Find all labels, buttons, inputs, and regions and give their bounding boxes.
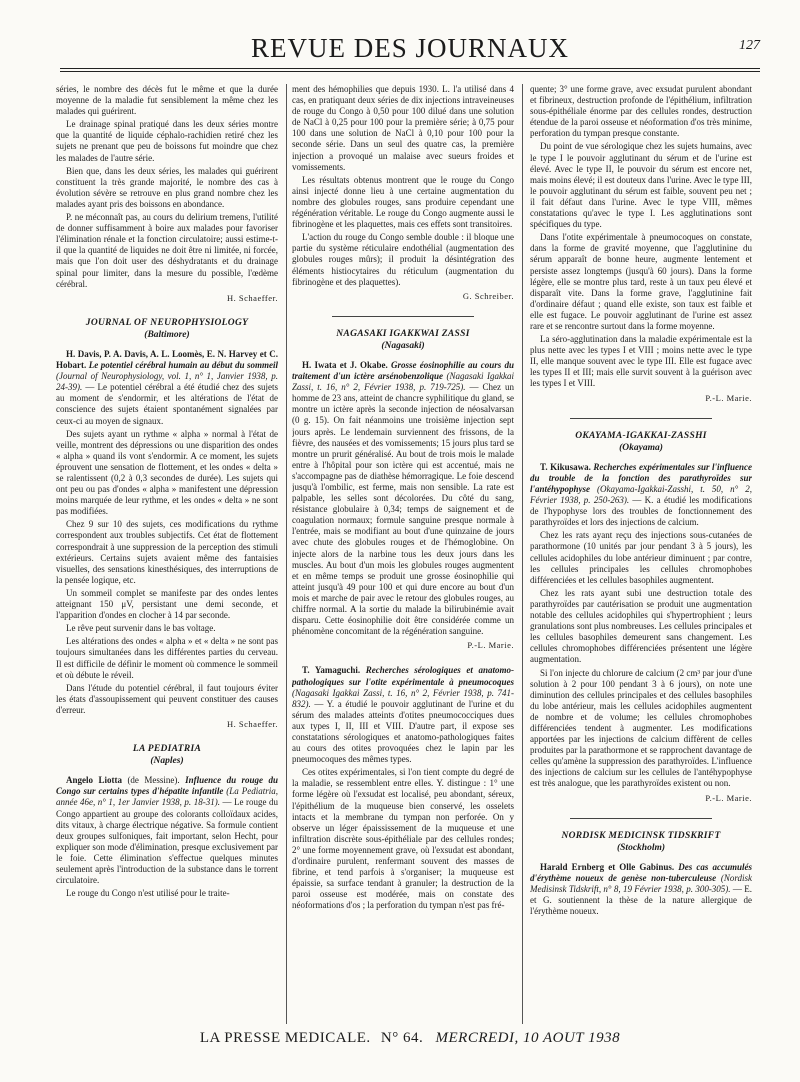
section-rule — [332, 316, 474, 317]
page-header — [60, 34, 760, 66]
column-middle — [292, 84, 514, 1024]
paragraph: Le rouge du Congo n'est utilisé pour le traite- — [66, 888, 230, 899]
journal-city: (Okayama) — [619, 442, 663, 453]
signature: P.-L. Marie. — [705, 792, 752, 803]
journal-city: (Naples) — [150, 756, 184, 767]
page-number: 127 — [739, 38, 760, 53]
article-reference: (La Pediatria, année 46e, n° 1, 1er Janvier 1938, p. 18-31). — [56, 786, 278, 808]
article-authors: Angelo Liotta — [66, 775, 122, 786]
article-entry — [530, 862, 752, 917]
article-reference: (Okayama-Igakkai-Zasshi, t. 50, n° 2, Février 1938, p. 250-263). — [530, 484, 752, 506]
article-text: — K. a étudié les modifications de l'hypophyse lors des troubles de fonctionnement des parathyroïdes et lors des injections de calcium. — [530, 495, 752, 528]
article-reference: (Journal of Neurophysiology, vol. 1, n° 1, Janvier 1938, p. 24-39). — [56, 371, 278, 393]
paragraph: P. ne méconnaît pas, au cours du delirium tremens, l'utilité de donner suffisamment à boire aux malades pour favoriser l'élimination rénale et la fonction circulatoire; aussi estime-t-il que la quantité de liquides ne doit être ni limitée, ni forcée, mais que l'on doit user des déshydratants et du drainage spinal pour limiter, dans la mesure du possible, l'œdème cérébral. — [56, 212, 278, 289]
paragraph: Des sujets ayant un rythme « alpha » normal à l'état de veille, montrent des dépressions ou une disparition des ondes « alpha » quand ils vont s'endormir. A ce moment, les sujets éprouvent une sensation de flottement, et les ondes « delta » se ralentissent (0,2 à 0,3 secondes de durée). Les sujets qui ont peu ou pas d'ondes « alpha » manifestent une dépression moins marquée de leur rythme, et les ondes « delta » ne sont pas modifiées. — [56, 428, 278, 517]
article-entry — [56, 775, 278, 886]
article-title: Recherches sérologiques et anatomo-pathologiques sur l'otite expérimentale à pneumocoques — [292, 665, 514, 687]
paragraph: Les résultats obtenus montrent que le rouge du Congo ainsi injecté donne lieu à une certaine augmentation du nombre des globules rouges, sans produire cependant une régénération véritable. Le rouge du Congo augmente aussi le fibrinogène et les plaquettes, mais ces effets sont transitoires. — [292, 174, 514, 230]
article-reference: (Nagasaki Igakkai Zassi, t. 16, n° 2, Février 1938, p. 741-832). — [292, 687, 514, 709]
paragraph: La séro-agglutination dans la maladie expérimentale est la plus nette avec les types I et VIII ; moins nette avec le type II, elle manque souvent avec le type III. Elle est fugace avec les types II et III; mais elle survit souvent à la guérison avec les types I et VIII. — [530, 334, 752, 389]
journal-heading: NORDISK MEDICINSK TIDSKRIFT — [561, 830, 721, 841]
article-author-location: (de Messine). — [127, 775, 180, 786]
paragraph: Si l'on injecte du chlorure de calcium (2 cm³ par jour d'une solution à 2 pour 100 pendant 3 à 6 jours), on note une diminution des cellules principales et des cellules basophiles du lobe antérieur, mais les cellules acidophiles augmentent de nombre et de volume; les cellules chromophobes différenciées tendent à augmenter. Les modifications apportées par les injections de calcium diffèrent de celles produites par la parathormone et se rapprochent davantage de celles qu'amène la suppression des parathyroïdes. L'influence des injections de calcium sur les cellules de l'antéhypophyse est très analogue, que les parathyroïdes existent ou non. — [530, 667, 752, 789]
section-rule — [570, 818, 712, 819]
article-authors: H. Davis, P. A. Davis, A. L. Loomès, E. N. Harvey et C. Hobart. — [56, 348, 278, 371]
signature: P.-L. Marie. — [467, 640, 514, 651]
paragraph: Le drainage spinal pratiqué dans les deux séries montre que la quantité de liquide céphalo-rachidien retiré chez les sujets ne prenant que peu de boissons fut moindre que chez les malades de l'autre série. — [56, 119, 278, 163]
article-title: Influence du rouge du Congo sur certains types d'hépatite infantile — [56, 775, 278, 797]
journal-city: (Nagasaki) — [381, 340, 425, 351]
article-authors: Harald Ernberg et Olle Gabinus. — [540, 861, 675, 872]
article-entry — [292, 665, 514, 765]
signature: H. Schaeffer. — [227, 292, 278, 303]
article-title: Recherches expérimentales sur l'influence du trouble de la fonction des parathyroïdes sur l'antéhypophyse — [530, 461, 752, 494]
article-entry — [530, 462, 752, 529]
article-text: — Le rouge du Congo appartient au groupe des colorants colloïdaux acides, dits vitaux, à charge électrique négative. Sa formule contient deux groupes sulfoniques, fait important, selon Hecht, pour expliquer son mode d'élimination, presque exclusivement par le foie. Cette élimination s'effectue quelques minutes seulement après l'introduction de la substance dans le torrent circulatoire. — [56, 797, 278, 886]
column-right — [530, 84, 752, 1024]
article-title: Grosse éosinophilie au cours du traitement d'un ictère arsénobenzolique — [292, 359, 514, 382]
journal-heading: OKAYAMA-IGAKKAI-ZASSHI — [575, 430, 707, 441]
article-reference: (Nagasaki Igakkai Zassi, t. 16, n° 2, Février 1938, p. 719-725). — [292, 371, 514, 393]
section-rule — [570, 418, 712, 419]
column-divider — [522, 84, 523, 1024]
footer-issue: N° 64. — [380, 1030, 424, 1046]
paragraph: Chez les rats ayant subi une destruction totale des parathyroïdes par cautérisation se produit une augmentation notable des cellules acidophiles qui s'hypertrophient ; leurs granulations sont plus nombreuses. Les cellules principales et les cellules basophiles demeurent sans changement. Les cellules chromophobes différenciées présentent une légère augmentation. — [530, 587, 752, 665]
page-title: REVUE DES JOURNAUX — [250, 33, 569, 63]
paragraph: Du point de vue sérologique chez les sujets humains, avec le type I le pouvoir agglutinant du sérum et de l'urine est élevé. Avec le type II, le pouvoir du sérum est encore net, mais moins élevé; il est douteux dans l'urine. Avec le type III, le pouvoir agglutinant du sérum est faible, souvent peu net ; il fait défaut dans l'urine. Avec le type VIII, mêmes constatations qu'avec le type I. Les agglutinations sont spécifiques du type. — [530, 141, 752, 230]
journal-heading: LA PEDIATRIA — [132, 744, 202, 755]
article-entry — [292, 360, 514, 637]
paragraph: Un sommeil complet se manifeste par des ondes lentes atteignant 150 μV, persistant une demi seconde, et l'apparition d'ondes en clocher à 14 par seconde. — [56, 587, 278, 621]
article-title: Des cas accumulés d'érythème noueux de genèse non-tuberculeuse — [530, 861, 752, 883]
paragraph: Dans l'otite expérimentale à pneumocoques on constate, dans la forme de gravité moyenne, que l'agglutinine du sérum apparaît de bonne heure, augmente lentement et persiste assez longtemps (jusqu'à 60 jours). Dans la forme légère, elle se montre plus tard, reste à un taux peu élevé et disparaît vite. Dans la forme grave, l'agglutinine fait d'ordinaire défaut ; quand elle existe, son taux est faible et elle est fugace. Le pouvoir agglutinant de l'urine est assez rare et se rencontre surtout dans la forme moyenne. — [530, 232, 752, 331]
article-authors: H. Iwata et J. Okabe. — [302, 359, 388, 370]
paragraph: Dans l'étude du potentiel cérébral, il faut toujours éviter les états d'assoupissement qui peuvent constituer des causes d'erreur. — [56, 682, 278, 715]
paragraph: Bien que, dans les deux séries, les malades qui guérirent constituent la très grande majorité, le nombre des cas à évolution sévère se retrouve en plus grand nombre chez les malades ayant pris des boissons en abondance. — [56, 165, 278, 209]
signature: G. Schreiber. — [462, 290, 514, 301]
paragraph: Les altérations des ondes « alpha » et « delta » ne sont pas toujours simultanées dans les différentes parties du cerveau. Il est difficile de définir le moment où commence le sommeil et où débute le réveil. — [56, 636, 278, 680]
page-footer — [60, 1030, 760, 1047]
paragraph: ment des hémophilies que depuis 1930. L. l'a utilisé dans 4 cas, en pratiquant deux séries de dix injections intraveineuses de rouge du Congo à 0,50 pour 100 dilué dans une solution de NaCl à 0,25 pour 100 pour la première série; à 0,75 pour 100 dans une solution de NaCl à 0,10 pour 100 pour la seconde série. Dans un seul des quatre cas, la première injection a provoqué un malaise avec sueurs froides et vomissements. — [292, 84, 514, 172]
journal-heading: NAGASAKI IGAKKWAI ZASSI — [336, 328, 470, 339]
footer-journal: LA PRESSE MEDICALE. — [199, 1030, 371, 1046]
article-text: — Y. a étudié le pouvoir agglutinant de l'urine et du sérum des malades atteints d'otites pneumococciques dues aux types I, II, III et VIII. D'autre part, il expose ses constatations sérologiques et anatomo-pathologiques faites au cours des otites provoquées chez le lapin par les pneumocoques des mêmes types. — [292, 698, 514, 765]
paragraph: séries, le nombre des décès fut le même et que la durée moyenne de la maladie fut sensiblement la même chez les malades qui guérirent. — [56, 84, 278, 117]
paragraph: Le rêve peut survenir dans le bas voltage. — [66, 623, 216, 634]
article-text: — E. et G. soutiennent la thèse de la nature allergique de l'érythème noueux. — [530, 884, 752, 917]
article-text: — Le potentiel cérébral a été étudié chez des sujets au moment de s'endormir, et les altérations de l'état de conscience des sujets étaient spontanément signalées par ceux-ci au moyen de signaux. — [56, 382, 278, 426]
journal-city: (Stockholm) — [616, 842, 666, 853]
footer-date: MERCREDI, 10 AOUT 1938 — [435, 1030, 621, 1046]
paragraph: Chez 9 sur 10 des sujets, ces modifications du rythme correspondent aux troubles subjectifs. Cet état de flottement correspondrait à une suppression de la perception des stimuli extérieurs. Certains sujets avaient même des fantaisies visuelles, des sensations kinesthésiques, des interruptions de la pensée logique, etc. — [56, 519, 278, 585]
article-title: Le potentiel cérébral humain au début du sommeil — [88, 360, 278, 371]
article-entry — [56, 349, 278, 427]
article-authors: T. Kikusawa. — [540, 461, 591, 472]
column-left — [56, 84, 278, 1024]
column-divider — [286, 84, 287, 1024]
article-authors: T. Yamaguchi. — [302, 665, 361, 676]
journal-heading: JOURNAL OF NEUROPHYSIOLOGY — [85, 317, 249, 328]
journal-city: (Baltimore) — [144, 329, 190, 340]
article-reference: (Nordisk Medisinsk Tidskrift, n° 8, 19 Février 1938, p. 300-305). — [530, 872, 752, 894]
signature: H. Schaeffer. — [227, 718, 278, 729]
article-text: — Chez un homme de 23 ans, atteint de chancre syphilitique du gland, se montre un ictère après la seconde injection de néosalvarsan (0 g. 15). On fait néanmoins une troisième injection sept jours après. Le lendemain surviennent des frissons, de la fièvre, des nausées et des vomissements; 15 jours plus tard se montre un prurit généralisé. Au bout de trois mois le malade entre à l'hôpital pour son ictère qui est accentué, mais ne s'accompagne pas de diathèse hémorragique. Le foie descend jusqu'à l'ombilic, est ferme, mais non sensible. La rate est palpable, les selles sont décolorées. Du côté du sang, résistance globulaire à 0,34; temps de saignement et de coagulation normaux; formule sanguine presque normale à l'entrée, mais se modifiant au bout d'une quinzaine de jours avec chute des globules rouges et de l'hémoglobine. On injecte alors de la narbine tous les deux jours dans les muscles. Au bout d'un mois les globules rouges augmentent et en même temps se produit une grosse éosinophilie qui atteint jusqu'à 49 pour 100 et qui dure encore au bout d'un mois et marche de pair avec le retour des globules rouges, au chiffre normal. A la sortie du malade la bilirubinémie avait disparu. Cette éosinophilie doit être considérée comme un phénomène concomitant de la régénération sanguine. — [292, 382, 514, 637]
paragraph: quente; 3° une forme grave, avec exsudat purulent abondant et fibrineux, destruction profonde de l'épithélium, infiltration sous-épithéliale énorme par des cellules rondes, destruction étendue de la paroi osseuse et néoformation d'os très minime, perforation du tympan presque constante. — [530, 84, 752, 139]
paragraph: Ces otites expérimentales, si l'on tient compte du degré de la maladie, se ressemblent entre elles. Y. distingue : 1° une forme légère où l'exsudat est localisé, peu abondant, séreux, l'épithélium de la muqueuse bien conservé, les osselets intacts et la membrane du tympan non perforée. On y observe un léger épaississement de la muqueuse et une infiltration discrète sous-épithéliale par des cellules rondes; 2° une forme moyennement grave, où l'exsudat est abondant, d'ordinaire purulent, renfermant souvent des masses de fibrine, et tend parfois à s'organiser; la muqueuse est épaissie, sa surface tendant à granuler; la destruction de la paroi osseuse est modérée, mais on constate des néoformations d'os ; la perforation du tympan n'est pas fré- — [292, 767, 514, 911]
header-rule — [60, 68, 760, 69]
signature: P.-L. Marie. — [705, 392, 752, 403]
header-rule-thin — [60, 71, 760, 72]
paragraph: L'action du rouge du Congo semble double : il bloque une partie du système réticulaire endothélial (augmentation des globules rouges mûrs); il produit la désintégration des éléments histiocytaires du réticulum (augmentation du fibrinogène et des plaquettes). — [292, 232, 514, 287]
paragraph: Chez les rats ayant reçu des injections sous-cutanées de parathormone (10 unités par jour pendant 3 à 5 jours), les cellules acidophiles du lobe antérieur diminuent ; par contre, les cellules principales les cellules chromophobes différenciées et les cellules basophiles augmentent. — [530, 530, 752, 585]
